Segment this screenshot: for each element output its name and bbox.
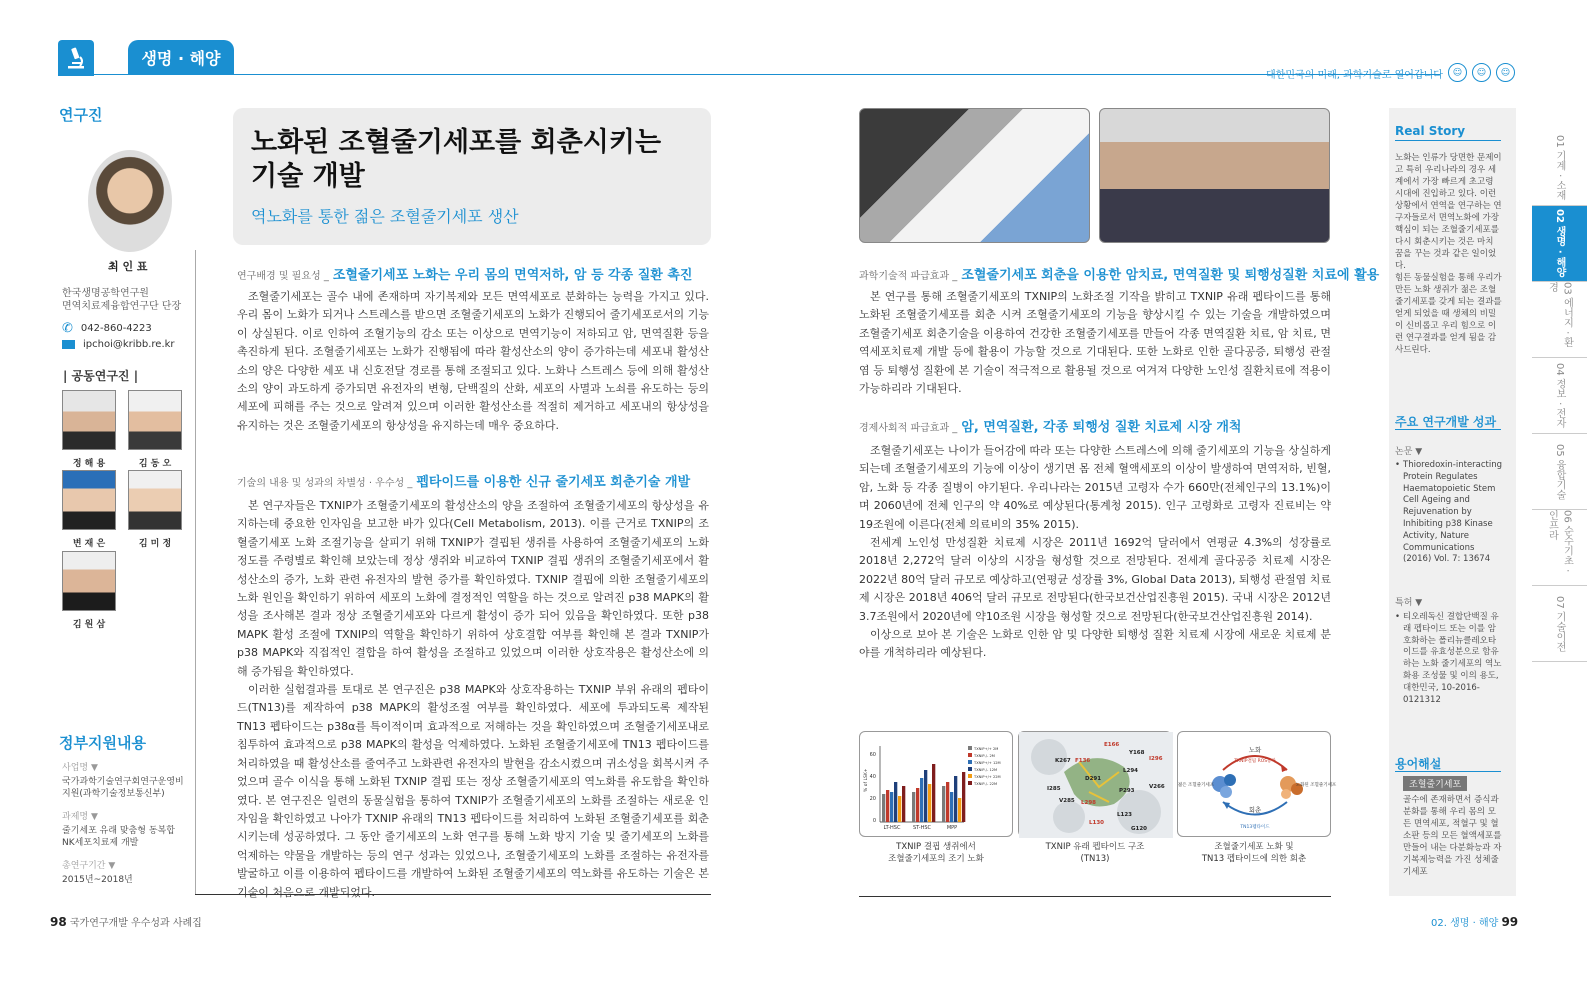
section-4-head — [859, 416, 1241, 435]
face-icon: ☺ — [1448, 63, 1467, 82]
figure-caption-1: TXNIP 결핍 생쥐에서 조혈줄기세포의 조기 노화 — [888, 842, 984, 864]
section-3-body: 본 연구를 통해 조혈줄기세포의 TXNIP의 노화조절 기작을 밝히고 TXNIP 유래 펩타이드를 통해 노화된 조혈줄기세포를 회춘 시켜 조혈줄기세포의 기능을 향상시킬 수 있는 기술을 개발하였으며 조혈줄기세포 회춘기술을 이용하여 건강한 조혈줄기세포를 만들어 각종 면역질환 치료, 암 치료, 면역세포치료제 개발 등에 활용이 가능할 것으로 기대된다. 또한 노화로 인한 골다공증, 퇴행성 관절염 등 퇴행성 질환에 본 기술이 적극적으로 활용될 것으로 여겨져 다양한 노인성 질환치료에 적용이 가능하리라 기대된다. — [859, 290, 1331, 396]
peptide-svg — [1019, 732, 1173, 838]
residue-label: F136 — [1075, 758, 1091, 764]
legend — [968, 746, 1001, 786]
right-bottom-rule — [859, 896, 1331, 897]
rejuv-label: 회춘 — [1248, 806, 1262, 814]
residue-label: V266 — [1149, 784, 1165, 790]
outcomes-heading: 주요 연구개발 성과 — [1395, 415, 1497, 429]
legend-label: TXNIP-/- 22M — [974, 782, 998, 786]
residue-label: E166 — [1104, 742, 1120, 748]
co-photo-5 — [62, 551, 116, 611]
legend-swatch — [968, 753, 972, 757]
realstory-text: 노화는 인류가 당면한 문제이고 특히 우리나라의 경우 세계에서 가장 빠르게 초고령 시대에 진입하고 있다. 이런 상황에서 연역을 연구하는 연구자들로서 면역노화에 가장 핵심이 되는 조혈줄기세포를 다시 회춘시키는 것은 마치 꿈을 꾸는 것과 같은 일이었다. 힘든 동물실험을 통해 우리가 만든 노화 생쥐가 젊은 조혈줄기세포를 갖게 되는 결과를 얻게 되었을 때 생체의 비밀이 신비롭고 우리 힘으로 이런 연구결과를 얻게 됨을 감사드린다. — [1395, 153, 1502, 355]
co-name-1: 정 해 용 — [72, 459, 106, 469]
paragraph: 이상으로 보아 본 기술은 노화로 인한 암 및 다양한 퇴행성 질환 치료제 시장에 새로운 치료제 분야를 개척하리라 예상된다. — [859, 628, 1331, 660]
residue-label: L130 — [1089, 820, 1104, 826]
face-icon: ☺ — [1496, 63, 1515, 82]
bar — [912, 792, 915, 822]
figure-caption-2: TXNIP 유래 펩타이드 구조 (TN13) — [1045, 842, 1145, 864]
figure-peptide-structure — [1018, 731, 1172, 837]
residue-label: K267 — [1055, 758, 1071, 764]
diagram-svg — [1177, 732, 1337, 838]
residue-label: V285 — [1059, 798, 1075, 804]
email-row — [62, 339, 175, 350]
support-value: 줄기세포 유래 맞춤형 동복합 NK세포치료제 개발 — [62, 826, 175, 848]
tab-bio-marine[interactable]: 02 생명 · 해양 — [1532, 206, 1587, 282]
section-title: 펩타이드를 이용한 신규 줄기세포 회춘기술 개발 — [416, 475, 691, 490]
info-panel — [1381, 108, 1516, 896]
bar — [932, 764, 935, 822]
support-value: 국가과학기술연구회연구운영비 지원(과학기술정보통신부) — [62, 777, 184, 799]
section-4-body — [859, 442, 1331, 663]
legend-label: TXNIP+/+ 12M — [974, 761, 1001, 765]
affiliation-2: 면역치료제융합연구단 단장 — [62, 301, 182, 312]
section-title: 조혈줄기세포 노화는 우리 몸의 면역저하, 암 등 각종 질환 촉진 — [332, 268, 693, 283]
co-photo-2 — [128, 390, 182, 450]
face-icon: ☺ — [1472, 63, 1491, 82]
footer-left — [50, 914, 202, 929]
y-tick: 40 — [869, 774, 876, 780]
support-label: 총연구기간 ▼ — [62, 861, 116, 871]
x-label: ST-HSC — [913, 825, 931, 831]
legend-swatch — [968, 746, 972, 750]
category-tab: 생명 · 해양 — [128, 40, 234, 75]
patent-label: 특허 ▼ — [1395, 598, 1423, 608]
tab-transfer[interactable]: 07 기술이전 — [1532, 586, 1587, 662]
note-label: TXNIP결핍 ROS증가 — [1234, 759, 1276, 764]
residue-label: P293 — [1119, 788, 1135, 794]
bars — [882, 764, 965, 822]
researcher-heading: 연구진 — [59, 106, 103, 124]
paragraph: 전세계 노인성 만성질환 치료제 시장은 2011년 1692억 달러에서 연평균 4.3%의 성장률로 2018년 2,272억 달러 이상의 시장을 형성할 것으로 전망된다. 전세계 골다공증 치료제 시장은 2022년 80억 달러 규모로 예상하고(연평균 성장률 3%, Global Data 2013), 퇴행성 관절염 치료제 시장은 2018년 406억 달러 규모로 전망된다(한국보건산업진흥원 2015). 국내 시장은 2012년 3.7조원에서 2020년에 약10조원 시장을 형성할 것으로 전망된다(한국보건산업진흥원 2014). — [859, 536, 1331, 623]
footer-right — [1431, 914, 1518, 929]
bar-chart-svg — [860, 732, 1014, 838]
bar — [942, 786, 945, 822]
team-photo — [1099, 108, 1330, 243]
section-2-head — [237, 471, 690, 490]
bar — [916, 788, 919, 822]
section-1-head — [237, 264, 692, 283]
bar — [924, 770, 927, 822]
affiliation-1: 한국생명공학연구원 — [62, 288, 149, 299]
realstory-heading: Real Story — [1395, 124, 1466, 138]
paragraph: 조혈줄기세포는 나이가 들어감에 따라 또는 다양한 스트레스에 의해 줄기세포의 기능을 상실하게 되는데 조혈줄기세포의 기능에 이상이 생기면 몸 전체 혈액세포의 이상이 발생하여 면역저하, 빈혈, 암, 노화 등 각종 질병이 야기된다. 우리나라는 2015년 고령자 수가 660만(전체인구의 13.1%)이며 2060년에 전체 인구의 약 40%로 예상된다(통계청 2015). 인구 고령화로 고령자 진료비는 약 19조원에 이른다(전체 의료비의 35% 2015). — [859, 444, 1331, 531]
glossary-heading: 용어해설 — [1395, 757, 1442, 771]
y-axis-label: % of LSK+ — [864, 768, 869, 792]
article-title-line1: 노화된 조혈줄기세포를 회춘시키는 — [251, 127, 662, 158]
bar — [946, 782, 949, 822]
figure-bar-chart — [859, 731, 1013, 837]
bar — [958, 798, 961, 822]
paper-label: 논문 ▼ — [1395, 447, 1423, 457]
lab-photo — [859, 108, 1090, 243]
researcher-photo — [88, 150, 172, 252]
bar — [950, 792, 953, 822]
residue-label: L123 — [1117, 812, 1132, 818]
paper-item: • Thioredoxin-interacting Protein Regulates Haematopoietic Stem Cell Ageing and Rejuvenation by Inhibiting p38 Kinase Activity, Nature Communications (2016) Vol. 7: 13674 — [1395, 460, 1503, 565]
section-pre: 연구배경 및 필요성 _ — [237, 271, 329, 282]
residue-label: L294 — [1123, 768, 1138, 774]
article-subtitle: 역노화를 통한 젊은 조혈줄기세포 생산 — [251, 207, 519, 226]
residue-label: D291 — [1085, 776, 1102, 782]
phone-number: 042-860-4223 — [80, 323, 152, 334]
footer-chapter: 02. 생명 · 해양 — [1431, 918, 1499, 929]
slogan: 대한민국의 미래, 과학기술로 열어갑니다 — [1266, 70, 1443, 81]
bar — [954, 776, 957, 822]
section-2-body — [237, 497, 709, 902]
legend-swatch — [968, 774, 972, 778]
tab-info[interactable]: 04 정보 · 전자 — [1532, 358, 1587, 434]
phone-icon: ✆ — [62, 321, 73, 336]
section-title: 조혈줄기세포 회춘을 이용한 암치료, 면역질환 및 퇴행성질환 치료에 활용 — [961, 268, 1380, 283]
mail-icon — [62, 340, 75, 349]
bar — [962, 772, 965, 822]
co-photo-3 — [62, 470, 116, 530]
co-name-5: 김 원 삼 — [72, 620, 106, 630]
support-heading: 정부지원내용 — [59, 734, 146, 752]
tab-basic[interactable]: 06 순수기초 · 인프라 — [1532, 510, 1587, 586]
aging-label: 노화 — [1248, 746, 1262, 754]
bar — [886, 790, 889, 822]
legend-label: TXNIP-/- 12M — [974, 768, 998, 772]
legend-swatch — [968, 767, 972, 771]
tn13-label: TN13펩타이드 — [1240, 825, 1270, 830]
figure-caption-3: 조혈줄기세포 노화 및 TN13 펩타이드에 의한 회춘 — [1201, 842, 1307, 864]
legend-swatch — [968, 760, 972, 764]
section-1-body: 조혈줄기세포는 골수 내에 존재하며 자기복제와 모든 면역세포로 분화하는 능력을 가지고 있다. 우리 몸이 노화가 되거나 스트레스를 받으면 조혈줄기세포의 노화가 진행되어 줄기세포로서의 기능이 상실된다. 이로 인하여 조혈기능의 감소 또는 이상으로 면역기능이 저하되고 암, 면역질환 등을 촉진하게 된다. 조혈줄기세포는 노화가 진행됨에 따라 활성산소의 양이 증가하는데 세포내 활성산소의 양은 다양한 세포 내 신호전달 경로를 통해 조절되고 있다. 노화나 스트레스 등에 의해 활성산소의 양이 과도하게 증가되면 유전자의 변형, 단백질의 산화, 세포의 사멸과 노쇠를 유도하는 등의 세포에 피해를 주는 것으로 알려져 있으며 이러한 활성산소를 적절히 제거하고 세포내의 항상성을 유지하는 것은 조혈줄기세포의 항상성을 유지하는데 매우 중요하다. — [237, 290, 709, 432]
face-icons — [1448, 63, 1515, 82]
figure-diagram — [1177, 731, 1337, 837]
bar — [898, 796, 901, 822]
section-pre: 과학기술적 파급효과 _ — [859, 271, 958, 282]
page-number-right: 99 — [1501, 915, 1519, 929]
legend-label: TXNIP+/+ 2M — [974, 747, 999, 751]
tab-energy[interactable]: 03 에너지 · 환경 — [1532, 282, 1587, 358]
paragraph: 본 연구자들은 TXNIP가 조혈줄기세포의 활성산소의 양을 조절하여 조혈줄기세포의 항상성을 유지하는데 중요한 인자임을 보고한 바가 있다(Cell Metabolism, 2013). 이를 근거로 TXNIP의 조혈줄기세포 노화 조절기능을 살피기 위해 TXNIP가 결핍된 생쥐를 사용하여 조혈줄기세포의 노화 정도를 주령별로 확인해 보았는데 정상 생쥐와 비교하여 TXNIP 결핍 생쥐의 조혈줄기세포에서 활성산소의 증가, 노화 관련 유전자의 발현 증가를 확인하였다. TXNIP 결핍에 의한 조혈줄기세포의 노화 원인을 확인하기 위하여 세포의 노화에 결정적인 역할을 하는 것으로 알려진 p38 MAPK의 활성을 조사해본 결과 정상 조혈줄기세포와 다르게 활성이 증가 되어 있음을 확인하였다. 또한 p38 MAPK 활성 조절에 TXNIP의 역할을 확인하기 위하여 상호결합 여부를 확인해 본 결과 TXNIP가 p38 MAPK와 직접적인 결합을 하여 활성을 조절하고 있었으며 이러한 상호작용은 활성산소에 의해 증가됨을 확인하였다. — [237, 499, 709, 678]
y-tick: 20 — [869, 796, 876, 802]
co-researchers-heading: | 공동연구진 | — [63, 369, 139, 383]
residue-label: I285 — [1047, 786, 1061, 792]
tab-mechanical[interactable]: 01 기계 · 소재 — [1532, 130, 1587, 206]
support-label: 사업명 ▼ — [62, 763, 98, 773]
section-pre: 경제사회적 파급효과 _ — [859, 423, 958, 434]
paragraph: 이러한 실험결과를 토대로 본 연구진은 p38 MAPK와 상호작용하는 TXNIP 부위 유래의 펩타이드(TN13)를 제작하여 p38 MAPK의 활성조절 여부를 확인하였다. 세포에 투과되도록 제작된 TN13 펩타이드는 p38α를 특이적이며 효과적으로 저해하는 것을 확인하였으며 조혈줄기세포내로 침투하여 효과적으로 p38 MAPK의 활성을 억제하였다. 노화된 조혈줄기세포에 TN13 펩타이드를 처리하였을 때 활성산소를 줄여주고 노화관련 유전자의 발현을 감소시켰으며 귀소성을 회복시켜 주었으며 골수 이식을 통해 노화된 TXNIP 결핍 또는 정상 조혈줄기세포의 역노화를 유도함을 확인하였다. 본 연구진은 일련의 동물실험을 통하여 TXNIP가 조혈줄기세포의 노화를 조절하는 새로운 인자임을 확인하였고 나아가 TXNIP 유래의 TN13 펩타이드를 처리하여 노화된 조혈줄기세포를 회춘 시키는데 성공하였다. 그 동안 줄기세포의 노화 연구를 통해 노화 방지 기술 및 줄기세포의 노화를 억제하는 약물을 개발하는 등의 연구 성과는 있었으나, 조혈줄기세포의 노화를 조절하는 유전자를 발굴하고 이를 이용하여 펩타이드를 개발하여 노화된 조혈줄기세포의 역노화를 유도하는 기술은 본 기술이 처음으로 개발되었다. — [237, 683, 709, 899]
x-label: LT-HSC — [883, 825, 901, 831]
phone-row — [62, 321, 152, 336]
email-address: ipchoi@kribb.re.kr — [83, 339, 175, 350]
section-pre: 기술의 내용 및 성과의 차별성 · 우수성 _ — [237, 478, 413, 489]
old-label: 노화된 조혈줄기세포 — [1295, 783, 1337, 788]
section-3-head — [859, 264, 1379, 283]
glossary-term: 조혈줄기세포 — [1403, 776, 1467, 791]
bar — [902, 786, 905, 822]
support-value: 2015년~2018년 — [62, 875, 133, 885]
page-number-left: 98 — [50, 915, 67, 929]
header-rule — [60, 74, 1440, 75]
microscope-icon — [65, 46, 87, 70]
support-label: 과제명 ▼ — [62, 812, 98, 822]
tab-convergence[interactable]: 05 융합기술 — [1532, 434, 1587, 510]
bar — [920, 778, 923, 822]
legend-label: TXNIP-/- 2M — [974, 754, 995, 758]
x-label: MPP — [946, 825, 958, 831]
residue-label: Y168 — [1129, 750, 1145, 756]
article-title-line2: 기술 개발 — [251, 161, 365, 192]
support-list — [62, 760, 184, 886]
co-photo-1 — [62, 390, 116, 450]
bar — [928, 784, 931, 822]
glossary-definition: 골수에 존재하면서 증식과 분화를 통해 우리 몸의 모든 면역세포, 적혈구 및 혈소판 등의 모든 혈액세포를 만들어 내는 다분화능과 자기복제능력을 가진 성체줄기세포 — [1403, 795, 1502, 877]
bar — [890, 792, 893, 822]
chapter-tabs — [1532, 130, 1587, 662]
left-divider — [195, 250, 196, 894]
legend-label: TXNIP+/+ 22M — [974, 775, 1001, 779]
co-photo-4 — [128, 470, 182, 530]
co-name-4: 김 미 정 — [138, 539, 172, 549]
co-name-2: 김 동 오 — [138, 459, 172, 469]
patent-item: • 티오레독신 결합단백질 유래 펩타이드 또는 이를 암호화하는 폴리뉴클레오타이드를 유효성분으로 함유하는 노화 줄기세포의 역노화용 조성물 및 이의 용도, 대한민국, 10-2016-0121312 — [1395, 612, 1502, 705]
title-box — [233, 108, 711, 245]
y-tick: 0 — [872, 818, 876, 824]
residue-label: I296 — [1149, 756, 1163, 762]
researcher-name: 최 인 표 — [108, 260, 148, 273]
co-name-3: 변 재 은 — [72, 539, 106, 549]
residue-label: L298 — [1081, 800, 1096, 806]
bar — [894, 782, 897, 822]
bar — [882, 794, 885, 822]
footer-book-title: 국가연구개발 우수성과 사례집 — [69, 918, 202, 929]
y-tick: 60 — [869, 752, 876, 758]
young-label: 젊은 조혈줄기세포 — [1177, 783, 1215, 788]
section-title: 암, 면역질환, 각종 퇴행성 질환 치료제 시장 개척 — [961, 420, 1242, 435]
residue-label: G120 — [1131, 826, 1147, 832]
legend-swatch — [968, 781, 972, 785]
microscope-icon-box — [58, 40, 94, 76]
